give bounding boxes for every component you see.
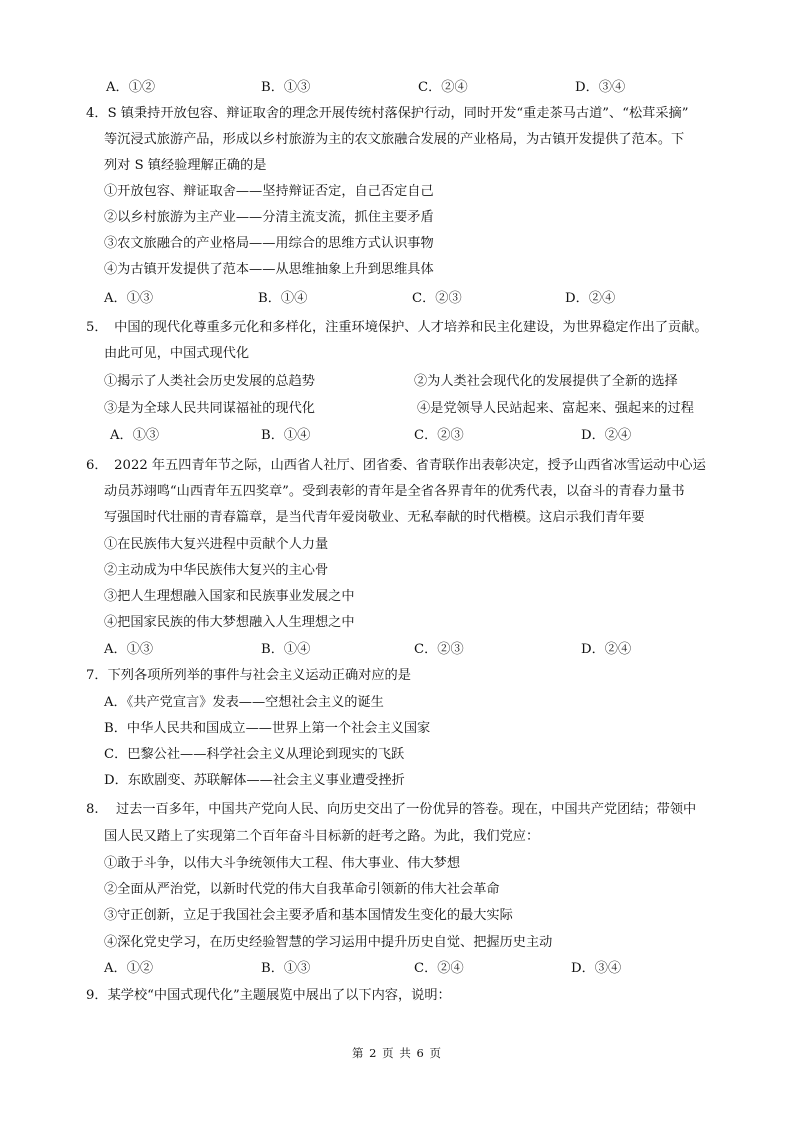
statement-3: ③守正创新，立足于我国社会主要矛盾和基本国情发生变化的最大实际 <box>104 908 513 923</box>
option-b[interactable]: B．①④ <box>261 428 311 443</box>
statement-2: ②全面从严治党，以新时代党的伟大自我革命引领新的伟大社会革命 <box>104 882 500 897</box>
option-d[interactable]: D．东欧剧变、苏联解体——社会主义事业遭受挫折 <box>104 773 405 788</box>
option-a[interactable]: A．《共产党宣言》发表——空想社会主义的诞生 <box>104 695 384 710</box>
question-6-stem-line-2: 动员苏翊鸣“山西青年五四奖章”。受到表彰的青年是全省各界青年的优秀代表，以奋斗的青春力量书 <box>104 484 685 499</box>
statement-4: ④是党领导人民站起来、富起来、强起来的过程 <box>417 401 694 416</box>
question-8-stem-line-1: 8. 过去一百多年，中国共产党向人民、向历史交出了一份优异的答卷。现在，中国共产党团结；带领中 <box>86 802 697 817</box>
question-4-stem-line-1: 4．S 镇秉持开放包容、辩证取舍的理念开展传统村落保护行动，同时开发“重走茶马古道”、“松茸采摘” <box>86 106 689 121</box>
option-c[interactable]: C．②③ <box>412 291 462 306</box>
option-b[interactable]: B．中华人民共和国成立——世界上第一个社会主义国家 <box>104 721 431 736</box>
question-5-stem-line-2: 由此可见，中国式现代化 <box>104 346 250 361</box>
option-c[interactable]: C．②④ <box>414 961 464 976</box>
question-8-stem-line-2: 国人民又踏上了实现第二个百年奋斗目标新的赶考之路。为此，我们党应： <box>104 829 540 844</box>
statement-4: ④把国家民族的伟大梦想融入人生理想之中 <box>104 615 355 630</box>
option-a[interactable]: A．①③ <box>104 642 154 657</box>
option-a[interactable]: A．①② <box>106 80 156 95</box>
statement-3: ③农文旅融合的产业格局——用综合的思维方式认识事物 <box>104 236 434 251</box>
statement-3: ③是为全球人民共同谋福祉的现代化 <box>104 401 315 416</box>
option-d[interactable]: D．②④ <box>565 291 616 306</box>
statement-1: ①在民族伟大复兴进程中贡献个人力量 <box>104 537 329 552</box>
option-b[interactable]: B．①④ <box>258 291 308 306</box>
option-c[interactable]: C．②③ <box>414 428 464 443</box>
option-b[interactable]: B．①③ <box>261 961 311 976</box>
option-c[interactable]: C．②④ <box>418 80 468 95</box>
question-7-stem: 7．下列各项所列举的事件与社会主义运动正确对应的是 <box>86 668 411 683</box>
statement-4: ④为古镇开发提供了范本——从思维抽象上升到思维具体 <box>104 262 434 277</box>
question-9-stem: 9．某学校“中国式现代化”主题展览中展出了以下内容，说明： <box>86 988 451 1003</box>
statement-4: ④深化党史学习，在历史经验智慧的学习运用中提升历史自觉、把握历史主动 <box>104 935 553 950</box>
statement-1: ①揭示了人类社会历史发展的总趋势 <box>104 374 315 389</box>
question-4-stem-line-2: 等沉浸式旅游产品，形成以乡村旅游为主的农文旅融合发展的产业格局，为古镇开发提供了范本。下 <box>104 132 685 147</box>
option-a[interactable]: A．①③ <box>104 291 154 306</box>
option-c[interactable]: C．②③ <box>414 642 464 657</box>
option-d[interactable]: D．③④ <box>571 961 622 976</box>
question-6-stem-line-1: 6． 2022 年五四青年节之际，山西省人社厅、团省委、省青联作出表彰决定，授予山西省冰雪运动中心运 <box>86 458 706 473</box>
statement-1: ①敢于斗争，以伟大斗争统领伟大工程、伟大事业、伟大梦想 <box>104 856 461 871</box>
option-b[interactable]: B．①③ <box>261 80 311 95</box>
statement-2: ②以乡村旅游为主产业——分清主流支流，抓住主要矛盾 <box>104 210 434 225</box>
question-5-stem-line-1: 5． 中国的现代化尊重多元化和多样化，注重环境保护、人才培养和民主化建设，为世界稳定作出了贡献。 <box>86 320 708 335</box>
option-a[interactable]: A．①② <box>104 961 154 976</box>
statement-3: ③把人生理想融入国家和民族事业发展之中 <box>104 589 355 604</box>
question-4-stem-line-3: 列对 S 镇经验理解正确的是 <box>104 158 267 173</box>
option-a[interactable]: A．①③ <box>110 428 160 443</box>
option-d[interactable]: D．②④ <box>581 428 632 443</box>
statement-1: ①开放包容、辩证取舍——坚持辩证否定，自己否定自己 <box>104 184 434 199</box>
option-b[interactable]: B．①④ <box>261 642 311 657</box>
option-c[interactable]: C．巴黎公社——科学社会主义从理论到现实的飞跃 <box>104 747 405 762</box>
option-d[interactable]: D．②④ <box>581 642 632 657</box>
question-6-stem-line-3: 写强国时代壮丽的青春篇章，是当代青年爱岗敬业、无私奉献的时代楷模。这启示我们青年要 <box>104 510 645 525</box>
page-number-footer: 第 2 页 共 6 页 <box>352 1046 442 1060</box>
statement-2: ②主动成为中华民族伟大复兴的主心骨 <box>104 563 329 578</box>
option-d[interactable]: D．③④ <box>575 80 626 95</box>
statement-2: ②为人类社会现代化的发展提供了全新的选择 <box>414 374 678 389</box>
